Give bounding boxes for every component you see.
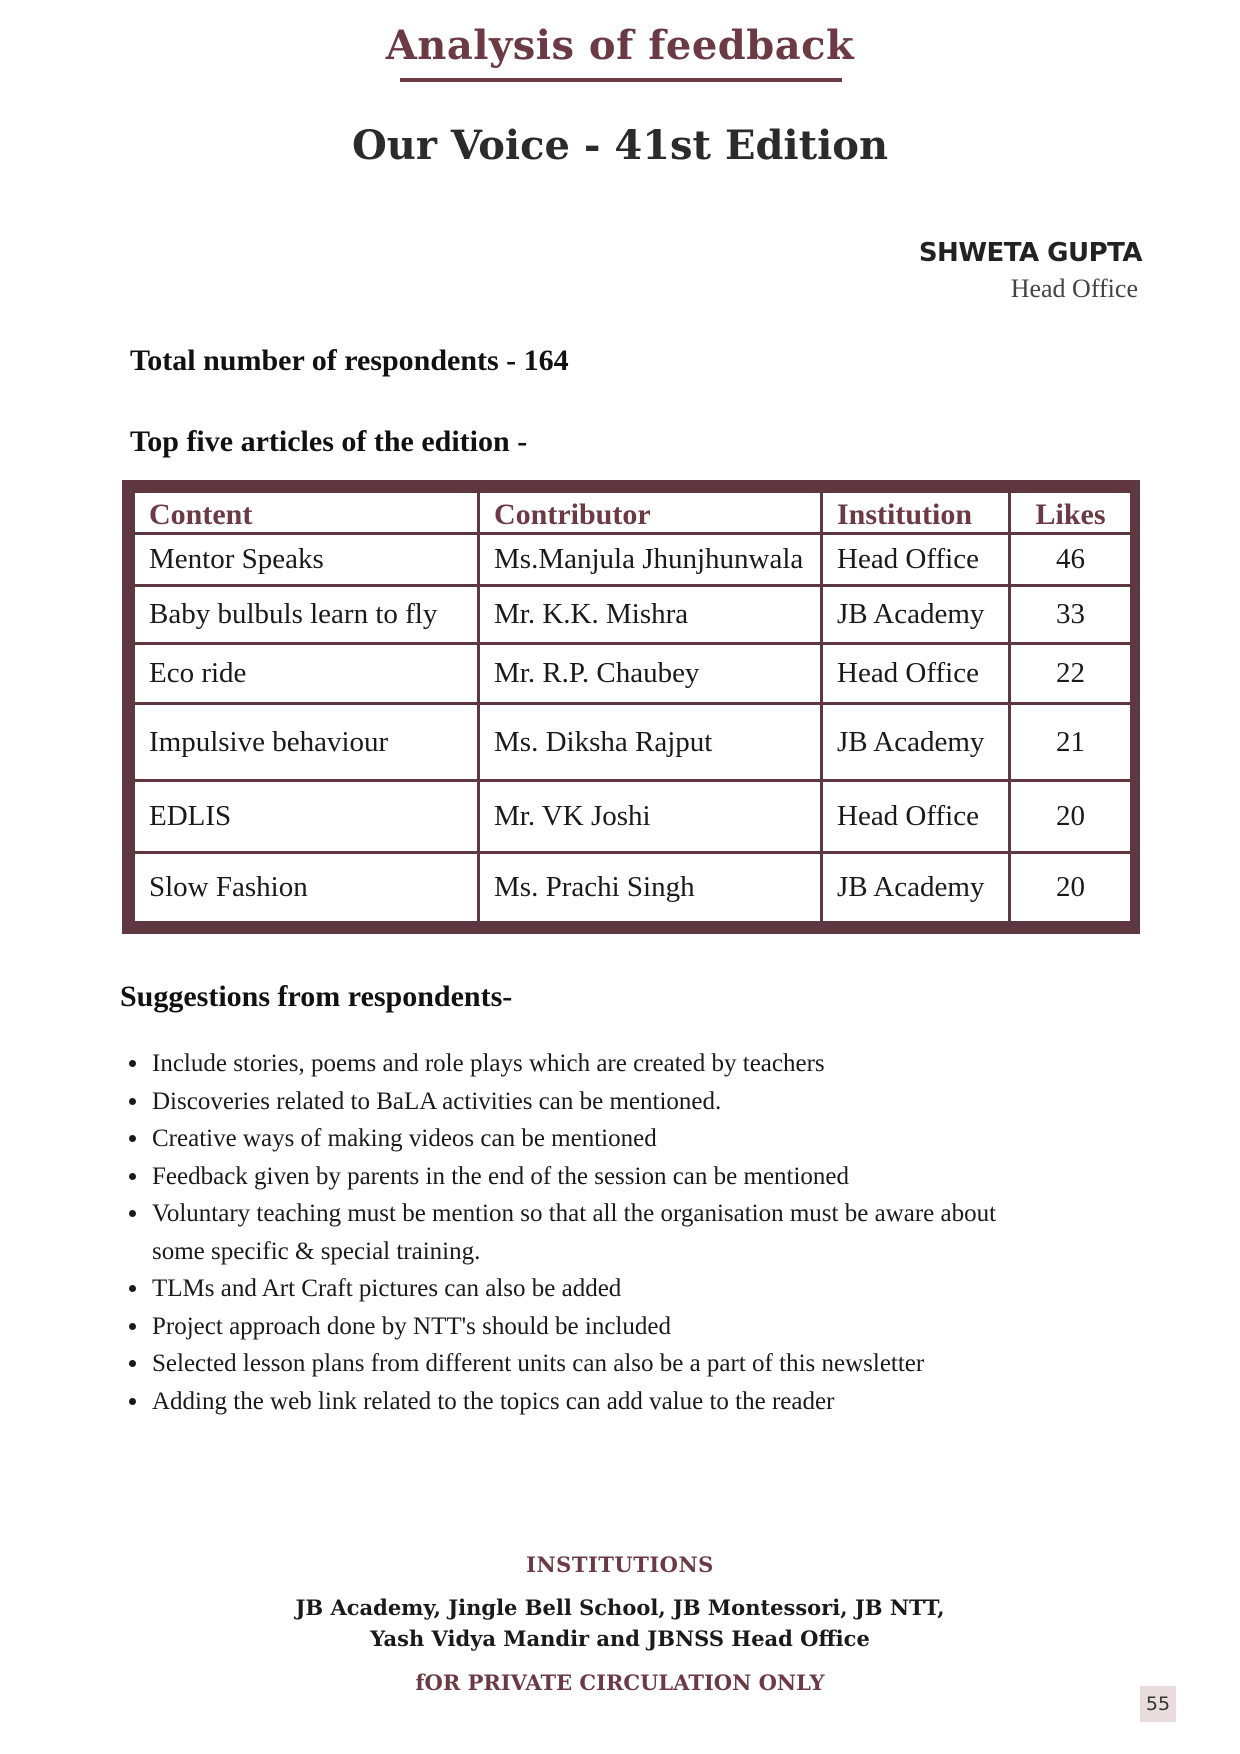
cell-content: Baby bulbuls learn to fly — [134, 586, 479, 644]
cell-content: Impulsive behaviour — [134, 704, 479, 780]
list-item: • Creative ways of making videos can be mentioned — [150, 1120, 1050, 1158]
cell-institution: Head Office — [822, 644, 1010, 704]
table-row — [134, 586, 1132, 644]
cell-likes: 22 — [1010, 644, 1132, 704]
table-row — [134, 534, 1132, 586]
top-articles-heading: Top five articles of the edition - — [130, 425, 528, 458]
cell-contributor: Ms. Prachi Singh — [479, 852, 822, 922]
cell-likes: 33 — [1010, 586, 1132, 644]
column-header-content: Content — [134, 492, 479, 534]
footer-institutions — [0, 1592, 1240, 1654]
table-row — [134, 780, 1132, 852]
footer-heading: INSTITUTIONS — [526, 1552, 714, 1577]
cell-likes: 46 — [1010, 534, 1132, 586]
page-title: Analysis of feedback — [385, 22, 855, 69]
list-item: • Voluntary teaching must be mention so that all the organisation must be aware about some specific & special training. — [150, 1195, 1050, 1270]
cell-contributor: Mr. R.P. Chaubey — [479, 644, 822, 704]
title-underline — [400, 78, 842, 82]
table-row — [134, 852, 1132, 922]
edition-title: Our Voice - 41st Edition — [351, 122, 889, 169]
cell-likes: 21 — [1010, 704, 1132, 780]
list-item: • Discoveries related to BaLA activities can be mentioned. — [150, 1083, 1050, 1121]
cell-content: Slow Fashion — [134, 852, 479, 922]
respondents-count: Total number of respondents - 164 — [130, 344, 569, 377]
footer-note: fOR PRIVATE CIRCULATION ONLY — [415, 1670, 825, 1695]
articles-table — [132, 490, 1133, 924]
cell-institution: JB Academy — [822, 704, 1010, 780]
cell-contributor: Mr. VK Joshi — [479, 780, 822, 852]
list-item: • Feedback given by parents in the end of the session can be mentioned — [150, 1158, 1050, 1196]
cell-institution: Head Office — [822, 780, 1010, 852]
author-name: SHWETA GUPTA — [918, 238, 1142, 268]
articles-table-frame — [122, 480, 1140, 934]
table-row — [134, 704, 1132, 780]
column-header-contributor: Contributor — [479, 492, 822, 534]
cell-contributor: Ms.Manjula Jhunjhunwala — [479, 534, 822, 586]
column-header-institution: Institution — [822, 492, 1010, 534]
suggestions-heading: Suggestions from respondents- — [120, 980, 513, 1013]
suggestions-list — [120, 1045, 1050, 1420]
cell-content: Eco ride — [134, 644, 479, 704]
cell-institution: Head Office — [822, 534, 1010, 586]
cell-likes: 20 — [1010, 852, 1132, 922]
list-item: • Adding the web link related to the topics can add value to the reader — [150, 1383, 1050, 1421]
footer-institutions-line-2: Yash Vidya Mandir and JBNSS Head Office — [370, 1626, 870, 1651]
cell-likes: 20 — [1010, 780, 1132, 852]
list-item: • Selected lesson plans from different units can also be a part of this newsletter — [150, 1345, 1050, 1383]
page-number: 55 — [1140, 1686, 1176, 1722]
cell-content: Mentor Speaks — [134, 534, 479, 586]
table-row — [134, 644, 1132, 704]
list-item: • TLMs and Art Craft pictures can also be added — [150, 1270, 1050, 1308]
author-office: Head Office — [1010, 274, 1138, 303]
column-header-likes: Likes — [1010, 492, 1132, 534]
cell-content: EDLIS — [134, 780, 479, 852]
cell-institution: JB Academy — [822, 852, 1010, 922]
cell-contributor: Mr. K.K. Mishra — [479, 586, 822, 644]
list-item: • Project approach done by NTT's should be included — [150, 1308, 1050, 1346]
cell-institution: JB Academy — [822, 586, 1010, 644]
table-header-row — [134, 492, 1132, 534]
footer-institutions-line-1: JB Academy, Jingle Bell School, JB Montessori, JB NTT, — [295, 1595, 945, 1620]
list-item: • Include stories, poems and role plays which are created by teachers — [150, 1045, 1050, 1083]
cell-contributor: Ms. Diksha Rajput — [479, 704, 822, 780]
